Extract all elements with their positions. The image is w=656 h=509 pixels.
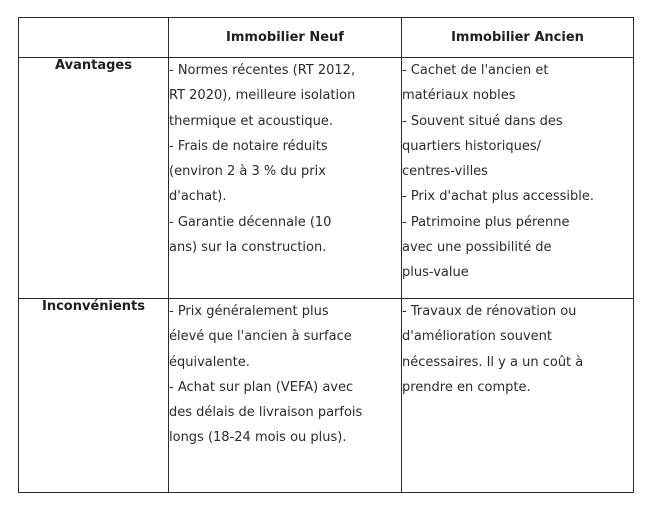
cell-inconvenients-ancien (402, 299, 634, 493)
row-label-inconvenients: Inconvénients (19, 299, 169, 493)
cell-line: - Prix d'achat plus accessible. (402, 189, 595, 205)
table-row-avantages (19, 58, 634, 299)
header-empty-cell (19, 18, 169, 58)
cell-line: - Patrimoine plus pérenne (402, 214, 570, 230)
cell-line: plus-value (402, 265, 469, 281)
cell-line: - Travaux de rénovation ou (402, 304, 577, 319)
cell-avantages-ancien (402, 58, 634, 299)
cell-line: d'amélioration souvent (402, 329, 552, 345)
cell-line: quartiers historiques/ (402, 138, 542, 154)
cell-line: - Prix généralement plus (169, 304, 329, 319)
cell-line: - Frais de notaire réduits (169, 138, 328, 154)
cell-line: RT 2020), meilleure isolation (169, 88, 356, 104)
cell-line: avec une possibilité de (402, 240, 552, 256)
cell-line: thermique et acoustique. (169, 113, 333, 129)
cell-line: - Souvent situé dans des (402, 113, 563, 129)
cell-line: ans) sur la construction. (169, 240, 327, 256)
cell-line: - Achat sur plan (VEFA) avec (169, 379, 354, 395)
cell-line: équivalente. (169, 354, 250, 370)
cell-inconvenients-neuf (169, 299, 402, 493)
table-row-inconvenients (19, 299, 634, 493)
row-label-avantages: Avantages (19, 58, 169, 299)
cell-line: - Garantie décennale (10 (169, 214, 332, 230)
comparison-table (18, 17, 634, 493)
cell-line: matériaux nobles (402, 88, 516, 104)
cell-line: longs (18-24 mois ou plus). (169, 430, 347, 446)
cell-avantages-neuf (169, 58, 402, 299)
cell-line: - Normes récentes (RT 2012, (169, 63, 356, 78)
header-neuf: Immobilier Neuf (169, 18, 402, 58)
cell-line: prendre en compte. (402, 379, 531, 395)
cell-line: des délais de livraison parfois (169, 405, 363, 421)
cell-line: d'achat). (169, 189, 227, 205)
header-ancien: Immobilier Ancien (402, 18, 634, 58)
cell-line: (environ 2 à 3 % du prix (169, 164, 326, 180)
table-header-row (19, 18, 634, 58)
cell-line: centres-villes (402, 164, 488, 180)
cell-line: nécessaires. Il y a un coût à (402, 354, 584, 370)
cell-line: élevé que l'ancien à surface (169, 329, 352, 345)
cell-line: - Cachet de l'ancien et (402, 63, 549, 78)
